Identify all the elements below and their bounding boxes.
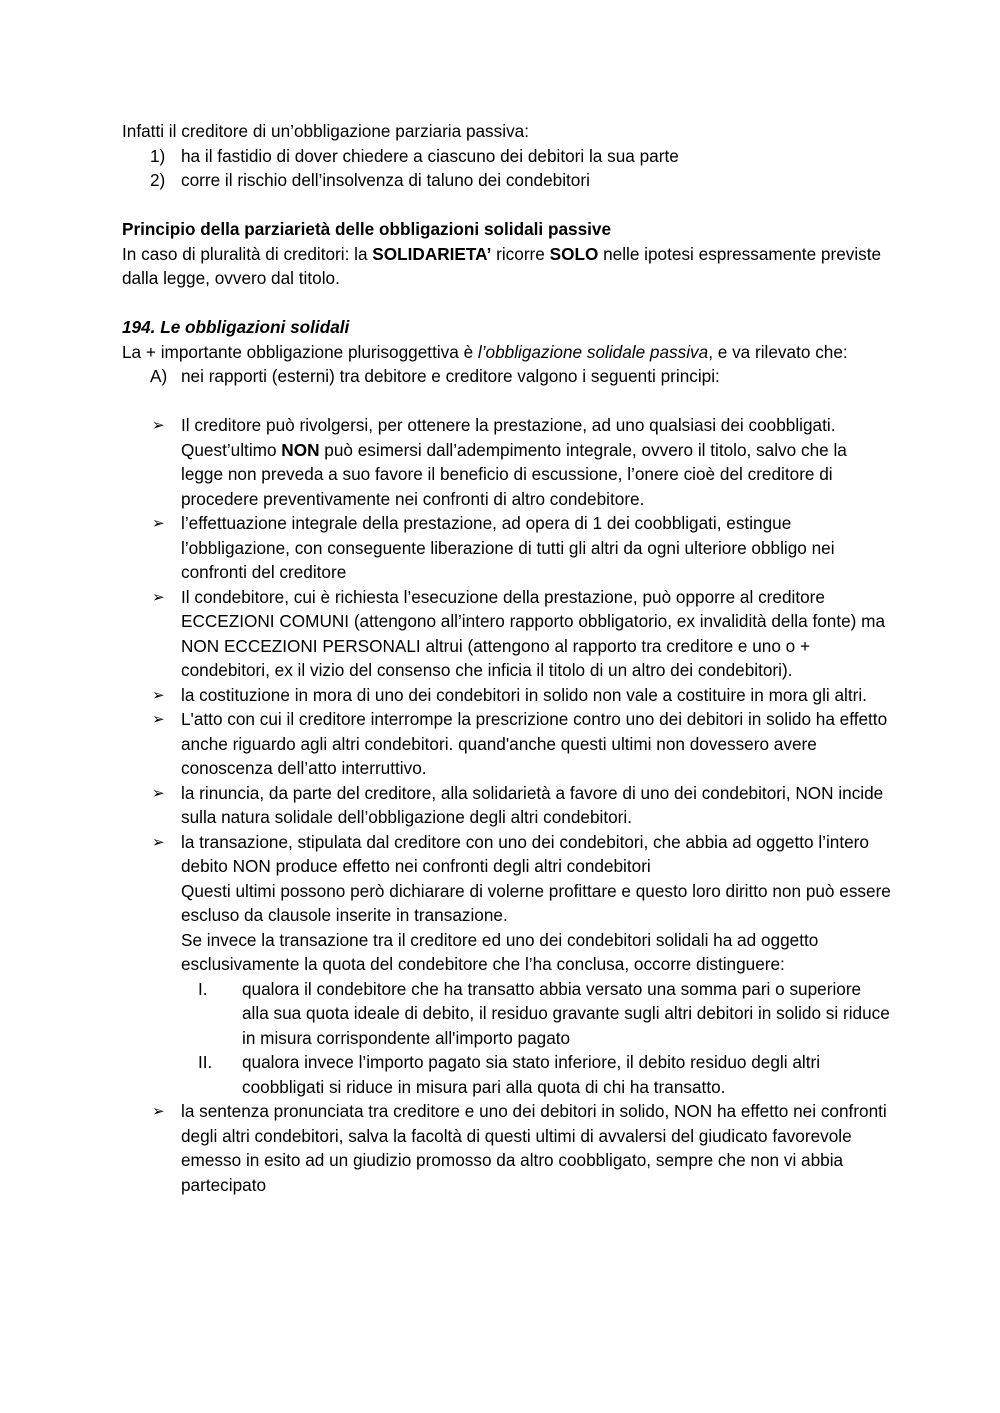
list-number: 2) <box>150 170 166 190</box>
bullet-text: Questi ultimi possono però dichiarare di volerne profittare e questo loro diritto non può essere escluso da clausole inserite in transazione. <box>181 880 891 925</box>
bullet-text: Il condebitore, cui è richiesta l’esecuzione della prestazione, può opporre al creditore ECCEZIONI COMUNI (attengono all’intero rapporto obbligatorio, ex invalidità della fonte) ma NON ECCEZIONI PERSONALI altrui (attengono al rapporto tra creditore e uno o + condebitori, ex il vizio del consenso che inficia il titolo di un altro dei condebitori). <box>181 586 886 680</box>
text-run: In caso di pluralità di creditori: la <box>122 243 373 264</box>
spacer <box>122 389 892 414</box>
bullet-item <box>122 511 892 585</box>
text-run: , e va rilevato che: <box>708 341 848 362</box>
intro-line: Infatti il creditore di un’obbligazione parziaria passiva: <box>122 121 529 141</box>
section-heading: 194. Le obbligazioni solidali <box>122 317 350 337</box>
text-run: Il creditore può rivolgersi, per ottenere la prestazione, ad uno qualsiasi dei coobbligati. Quest’ultimo <box>181 415 836 460</box>
bullet-text: la costituzione in mora di uno dei condebitori in solido non vale a costituire in mora gli altri. <box>181 684 867 705</box>
arrow-bullet-icon: ➢ <box>152 1102 165 1120</box>
bold-text: SOLO <box>549 243 599 264</box>
text-run: La + importante obbligazione plurisoggettiva è <box>122 341 478 362</box>
list-item <box>122 364 892 389</box>
roman-number: I. <box>198 978 208 999</box>
list-letter: A) <box>150 366 168 386</box>
spacer <box>122 291 892 316</box>
arrow-bullet-icon: ➢ <box>152 710 165 728</box>
bullet-text: la rinuncia, da parte del creditore, alla solidarietà a favore di uno dei condebitori, NON incide sulla natura solidale dell’obbligazione degli altri condebitori. <box>181 782 884 827</box>
bullet-text: la sentenza pronunciata tra creditore e uno dei debitori in solido, NON ha effetto nei confronti degli altri condebitori, salva la facoltà di questi ultimi di avvalersi del giudicato favorevole emesso in esito ad un giudizio promosso da altro coobbligato, sempre che non vi abbia partecipato <box>181 1101 887 1195</box>
bullet-item <box>122 707 892 781</box>
spacer <box>122 193 892 218</box>
bullet-text: l’effettuazione integrale della prestazione, ad opera di 1 dei coobbligati, estingue l’obbligazione, con conseguente liberazione di tutti gli altri da ogni ulteriore obbligo nei confronti del creditore <box>181 513 835 582</box>
bullet-item <box>122 585 892 683</box>
intro-list <box>122 144 892 193</box>
roman-number: II. <box>198 1052 213 1072</box>
bullet-text: L'atto con cui il creditore interrompe la prescrizione contro uno dei debitori in solido ha effetto anche riguardo agli altri condebitori. quand'anche questi ultimi non dovessero avere conoscenza dell’atto interruttivo. <box>181 709 888 778</box>
principles-bullet-list <box>122 413 892 1197</box>
list-number: 1) <box>150 145 166 166</box>
arrow-bullet-icon: ➢ <box>152 514 165 532</box>
bullet-text: la transazione, stipulata dal creditore con uno dei condebitori, che abbia ad oggetto l’intero debito NON produce effetto nei confronti degli altri condebitori <box>181 831 869 876</box>
list-item <box>122 144 892 169</box>
roman-item <box>181 977 892 1051</box>
roman-list <box>181 977 892 1100</box>
bullet-item <box>122 830 892 1100</box>
roman-item <box>181 1050 892 1099</box>
bold-text: SOLIDARIETA’ <box>372 243 492 264</box>
principle-paragraph <box>122 242 892 291</box>
list-text: corre il rischio dell’insolvenza di taluno dei condebitori <box>181 170 590 190</box>
italic-text: l’obbligazione solidale passiva <box>477 341 709 362</box>
arrow-bullet-icon: ➢ <box>152 416 165 434</box>
list-text: ha il fastidio di dover chiedere a ciascuno dei debitori la sua parte <box>181 145 679 166</box>
bullet-item <box>122 683 892 708</box>
arrow-bullet-icon: ➢ <box>152 783 165 802</box>
list-text: nei rapporti (esterni) tra debitore e creditore valgono i seguenti principi: <box>181 366 720 386</box>
section-list <box>122 364 892 389</box>
text-run: può esimersi dall’adempimento integrale, ovvero il titolo, salvo che la legge non preveda a suo favore il beneficio di escussione, l’onere cioè del creditore di procedere preventivamente nei confronti di altro condebitore. <box>181 439 847 509</box>
roman-text: qualora invece l’importo pagato sia stato inferiore, il debito residuo degli altri coobbligati si riduce in misura pari alla quota di chi ha transatto. <box>242 1052 821 1097</box>
text-run: ricorre <box>491 243 550 264</box>
bullet-text: Se invece la transazione tra il creditore ed uno dei condebitori solidali ha ad oggetto esclusivamente la quota del condebitore che l’ha conclusa, occorre distinguere: <box>181 929 819 974</box>
arrow-bullet-icon: ➢ <box>152 685 165 704</box>
roman-text: qualora il condebitore che ha transatto abbia versato una somma pari o superiore alla sua quota ideale di debito, il residuo gravante sugli altri debitori in solido si riduce in misura corrispondente all'importo pagato <box>242 978 890 1048</box>
document-page <box>122 119 892 1197</box>
bullet-item <box>122 781 892 830</box>
principle-heading: Principio della parziarietà delle obbligazioni solidali passive <box>122 219 612 239</box>
bold-text: NON <box>281 439 320 460</box>
arrow-bullet-icon: ➢ <box>152 587 165 606</box>
text-run: nelle ipotesi espressamente previste dalla legge, ovvero dal titolo. <box>122 243 882 288</box>
list-item <box>122 168 892 193</box>
section-paragraph <box>122 340 892 365</box>
bullet-item <box>122 413 892 511</box>
bullet-item <box>122 1099 892 1197</box>
arrow-bullet-icon: ➢ <box>152 832 165 851</box>
